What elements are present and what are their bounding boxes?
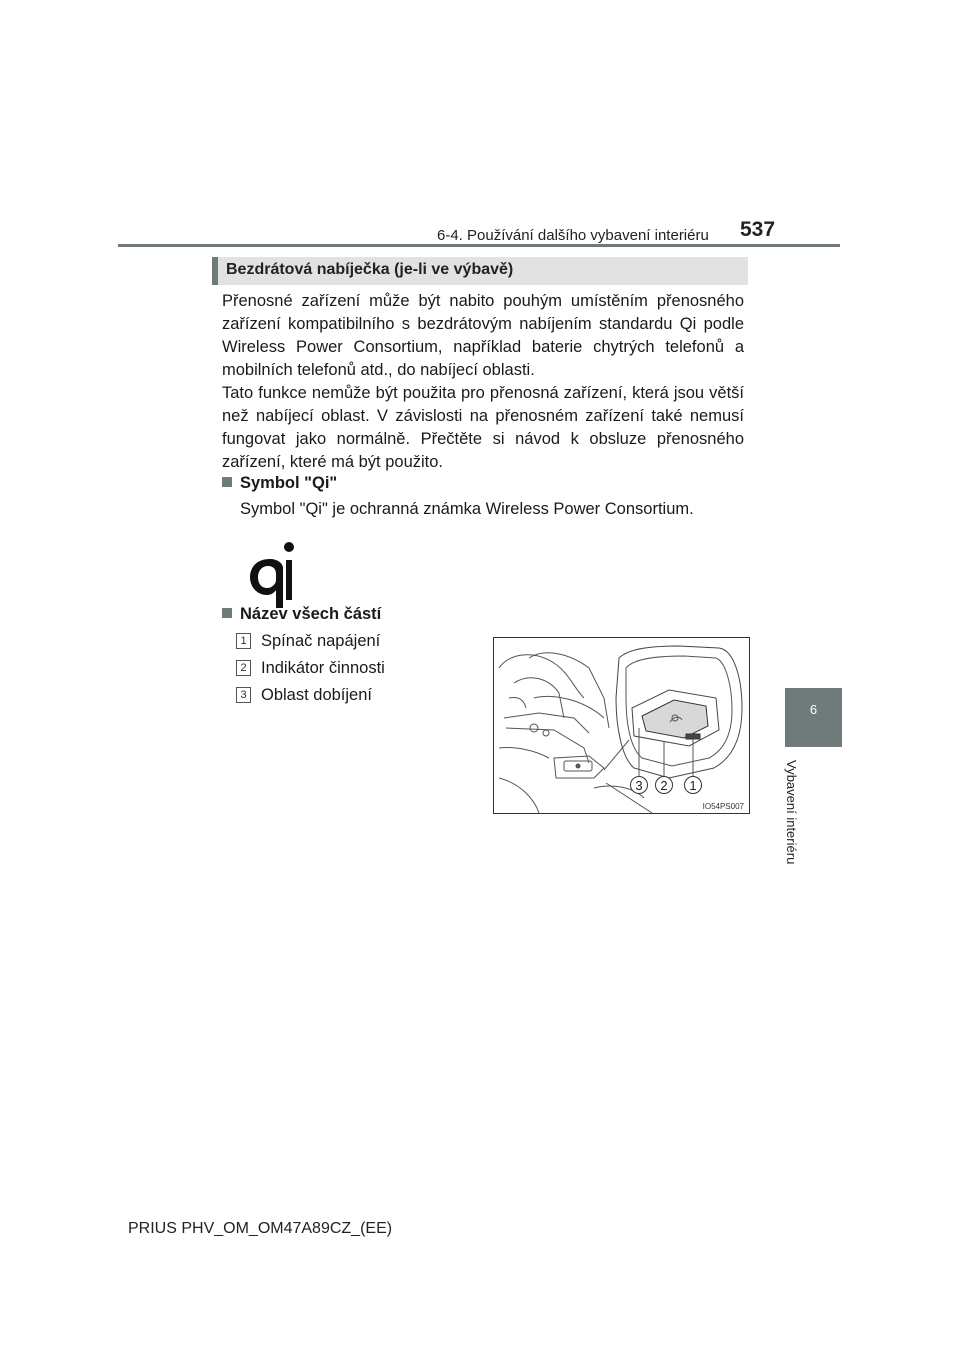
parts-heading-text: Název všech částí <box>240 605 382 623</box>
bullet-square-icon <box>222 477 232 487</box>
section-heading-accent <box>212 257 218 285</box>
part-number: 1 <box>236 633 251 649</box>
part-label: Oblast dobíjení <box>261 686 372 704</box>
chapter-label-text: Vybavení interiéru <box>784 760 799 865</box>
section-heading: Bezdrátová nabíječka (je-li ve výbavě) <box>226 261 514 278</box>
page-number: 537 <box>740 218 776 241</box>
paragraph-intro: Přenosné zařízení může být nabito pouhým umístěním přenosného zařízení kompatibilního s bezdrátovým nabíjením standardu Qi podle Wireless Power Consortium, například baterie chytrých telefonů a mobilních telefonů atd., do nabíjecí oblasti. <box>222 292 744 379</box>
callout-label: 1 <box>689 778 697 793</box>
parts-heading <box>222 605 381 624</box>
qi-symbol-heading <box>222 474 337 493</box>
part-number: 2 <box>236 660 251 676</box>
wireless-charger-illustration <box>493 637 750 814</box>
qi-logo-icon <box>246 538 296 608</box>
bullet-square-icon <box>222 608 232 618</box>
section-heading-bar <box>212 257 748 285</box>
part-label: Spínač napájení <box>261 632 381 650</box>
paragraph-limitation: Tato funkce nemůže být použita pro přenosná zařízení, která jsou větší než nabíjecí oblast. V závislosti na přenosném zařízení také nemusí fungovat jako normálně. Přečtěte si návod k obsluze přenosného zařízení, které má být použito. <box>222 384 744 471</box>
chapter-tab: 6 <box>785 688 842 747</box>
qi-symbol-description: Symbol "Qi" je ochranná známka Wireless Power Consortium. <box>240 500 694 518</box>
chapter-label <box>772 760 812 880</box>
part-label: Indikátor činnosti <box>261 659 385 677</box>
list-item <box>236 632 385 659</box>
charger-drawing <box>494 638 749 813</box>
illustration-code: IO54PS007 <box>702 802 744 811</box>
callout-label: 2 <box>660 778 668 793</box>
header-rule <box>118 244 840 247</box>
list-item <box>236 686 385 713</box>
callout-label: 3 <box>635 778 643 793</box>
parts-list <box>236 632 385 713</box>
footer-doc-id: PRIUS PHV_OM_OM47A89CZ_(EE) <box>128 1220 393 1237</box>
qi-symbol-heading-text: Symbol "Qi" <box>240 474 338 492</box>
list-item <box>236 659 385 686</box>
part-number: 3 <box>236 687 251 703</box>
header-section-title: 6-4. Používání dalšího vybavení interiéru <box>437 227 709 244</box>
